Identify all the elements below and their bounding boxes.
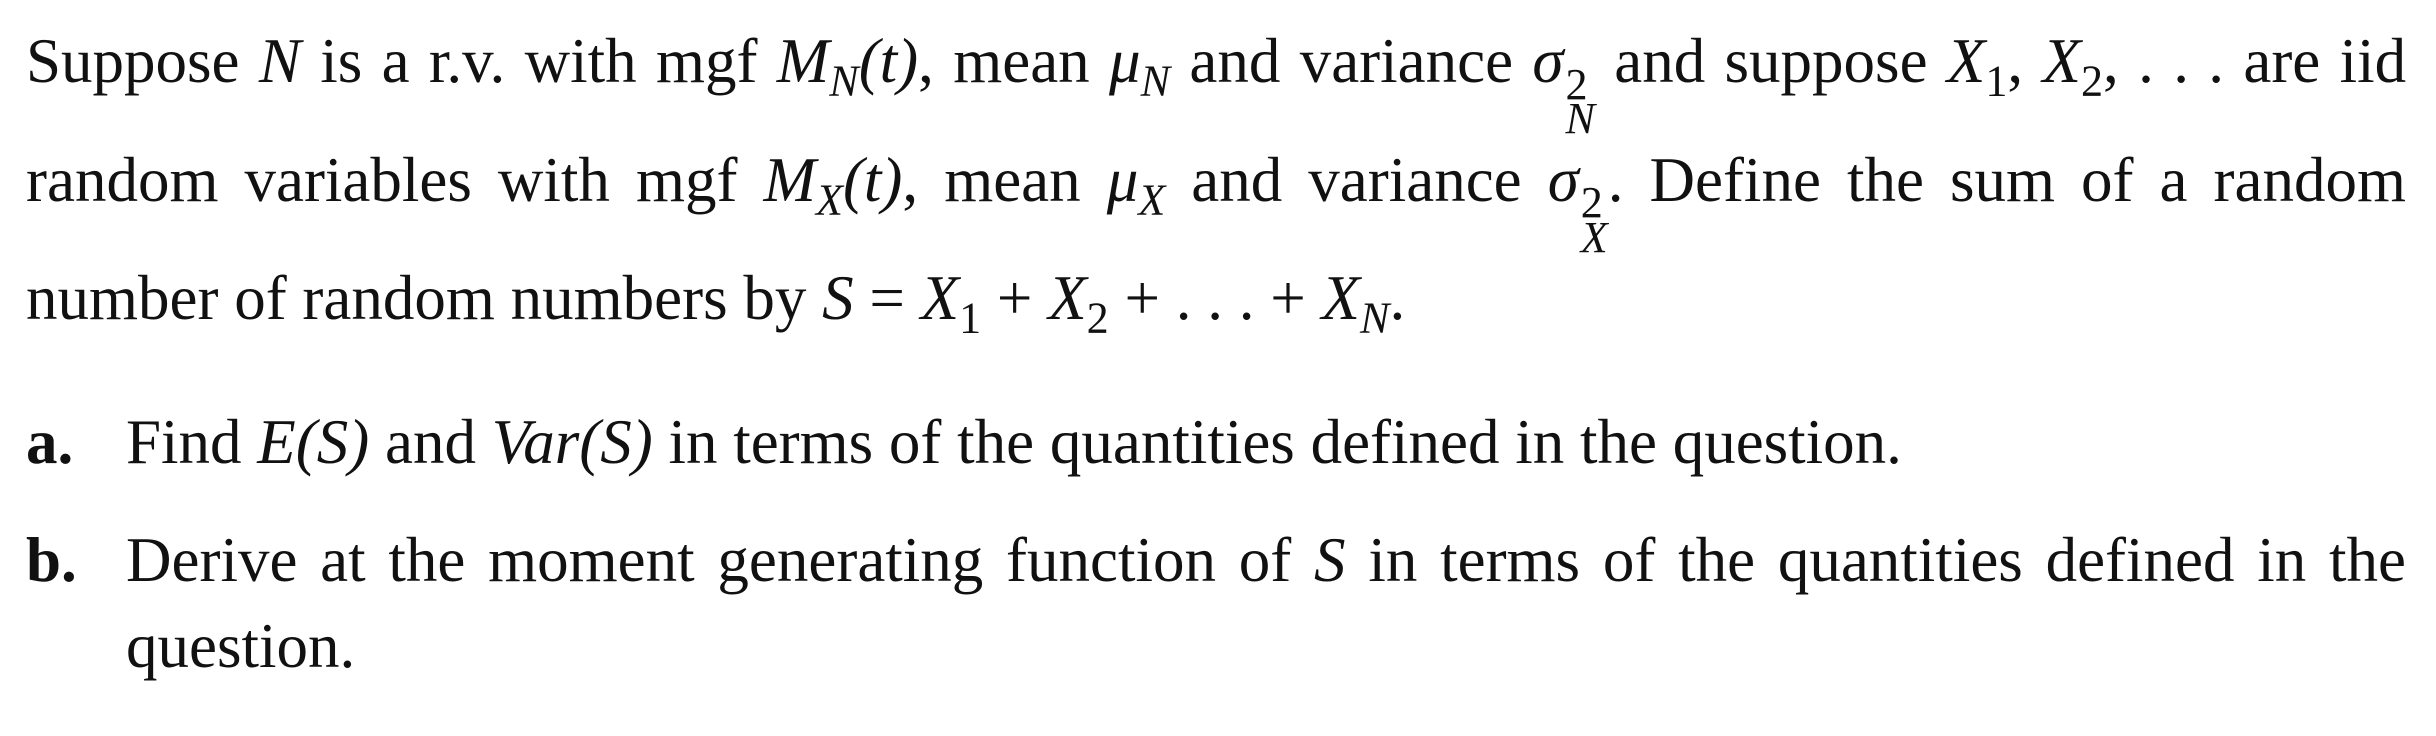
text: , [2007, 26, 2024, 96]
question-a-label: a. [26, 407, 74, 478]
text: . [1389, 263, 1406, 334]
question-b-text: Derive at the moment generating function of S in terms of the quantities defined in the question. [126, 525, 2407, 682]
math-X2-sum: $X_2$ [1048, 263, 1109, 343]
text: , mean [918, 26, 1090, 96]
math-mgf-N: $M_N(t)$ [776, 26, 919, 106]
math-X2: $X_2$ [2042, 26, 2104, 106]
question-a [26, 399, 2406, 485]
math-plus: + [996, 263, 1033, 334]
math-equals: = [869, 263, 905, 334]
math-ES: E(S) [257, 407, 370, 478]
math-plus-ellipsis: + . . . + [1124, 263, 1306, 334]
math-variance-N: σ 2 N [1532, 26, 1595, 144]
question-list [26, 399, 2406, 689]
text: Suppose [26, 26, 240, 96]
problem-statement [26, 18, 2406, 341]
text: and suppose [1614, 26, 1928, 96]
math-mean-N: $\mu_N$ [1109, 26, 1171, 106]
math-S: S [1314, 525, 1346, 596]
text: . Define the sum of a random number of random numbers by [26, 144, 2407, 334]
math-variance-X: σ 2 X [1547, 144, 1608, 262]
math-X1-sum: $X_1$ [920, 263, 982, 343]
question-a-text: Find E(S) and Var(S) in terms of the quantities defined in the question. [126, 407, 1902, 478]
text: and variance [1189, 26, 1514, 96]
text: , . . . are iid random variables with mgf [26, 26, 2407, 215]
question-b-label: b. [26, 525, 77, 596]
text: and variance [1191, 144, 1522, 215]
problem [26, 18, 2406, 721]
math-N: N [258, 26, 301, 96]
math-mgf-X: $M_X(t)$ [763, 144, 903, 225]
math-VarS: Var(S) [491, 407, 653, 478]
math-X1: $X_1$ [1946, 26, 2008, 106]
text: is a r.v. with mgf [320, 26, 758, 96]
math-XN-sum: $X_N$ [1321, 263, 1390, 343]
text: , mean [902, 144, 1081, 215]
math-S: S [822, 263, 854, 334]
question-b [26, 517, 2406, 689]
math-mean-X: $\mu_X$ [1106, 144, 1166, 225]
